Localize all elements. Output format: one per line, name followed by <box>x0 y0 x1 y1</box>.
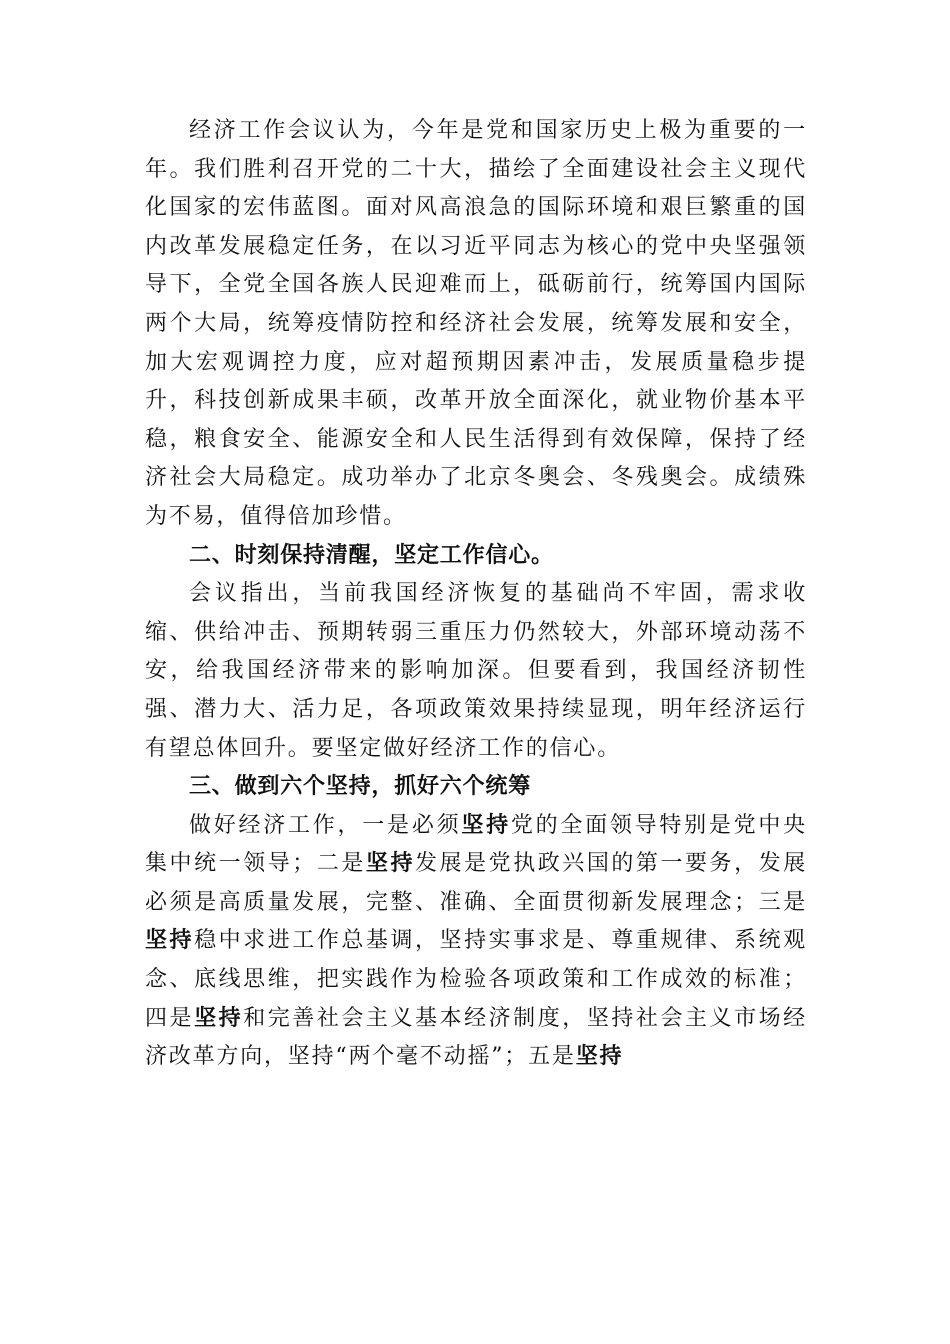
bold-keyword: 坚持 <box>194 1005 244 1031</box>
paragraph-conference-assessment: 经济工作会议认为，今年是党和国家历史上极为重要的一年。我们胜利召开党的二十大，描绘了全面建设社会主义现代化国家的宏伟蓝图。面对风高浪急的国际环境和艰巨繁重的国内改革发展稳定任务，在以习近平同志为核心的党中央坚强领导下，全党全国各族人民迎难而上，砥砺前行，统筹国内国际两个大局，统筹疫情防控和经济社会发展，统筹发展和安全，加大宏观调控力度，应对超预期因素冲击，发展质量稳步提升，科技创新成果丰硕，改革开放全面深化，就业物价基本平稳，粮食安全、能源安全和人民生活得到有效保障，保持了经济社会大局稳定。成功举办了北京冬奥会、冬残奥会。成绩殊为不易，值得倍加珍惜。 <box>145 118 807 529</box>
section-heading-two: 二、时刻保持清醒，坚定工作信心。 <box>189 542 554 568</box>
paragraph-economic-outlook: 会议指出，当前我国经济恢复的基础尚不牢固，需求收缩、供给冲击、预期转弱三重压力仍然较大，外部环境动荡不安，给我国经济带来的影响加深。但要看到，我国经济韧性强、潜力大、活力足，各项政策效果持续显现，明年经济运行有望总体回升。要坚定做好经济工作的信心。 <box>145 581 807 761</box>
bold-keyword: 坚持 <box>145 928 195 954</box>
text-run: 发展是党执政兴国的第一要务，发展必须是高质量发展，完整、准确、全面贯彻新发展理念；三是 <box>145 851 807 915</box>
bold-keyword: 坚持 <box>365 851 416 877</box>
section-heading-three: 三、做到六个坚持，抓好六个统筹 <box>189 774 532 800</box>
bold-keyword: 坚持 <box>575 1044 624 1070</box>
text-run: 做好经济工作，一是必须 <box>189 812 462 838</box>
text-run: 稳中求进工作总基调，坚持实事求是、尊重规律、系统观念、底线思维，把实践作为检验各项政策和工作成效的标准；四是 <box>145 928 807 1031</box>
bold-keyword: 坚持 <box>461 812 511 838</box>
document-body <box>145 112 807 1077</box>
text-run: 党的全面领导特别是党中央集中统一领导；二是 <box>145 812 807 877</box>
paragraph-six-adherences <box>145 807 807 1077</box>
text-run: 和完善社会主义基本经济制度，坚持社会主义市场经济改革方向，坚持“两个毫不动摇”；五是 <box>145 1005 807 1070</box>
